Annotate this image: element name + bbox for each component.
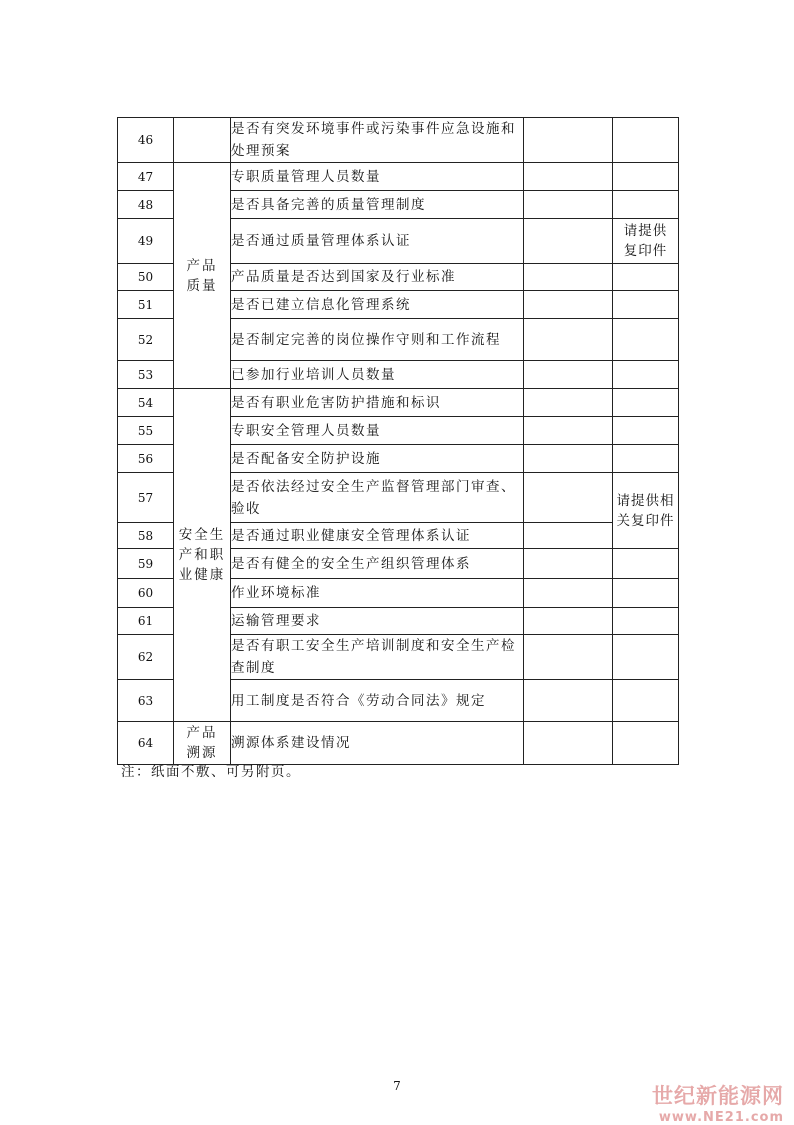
item-text: 作业环境标准: [231, 579, 524, 608]
item-text: 运输管理要求: [231, 608, 524, 635]
remark-provide-related-copy: 请提供相关复印件: [613, 473, 679, 549]
page-number: 7: [393, 1079, 401, 1093]
answer-cell[interactable]: [524, 163, 613, 191]
answer-cell[interactable]: [524, 291, 613, 319]
site-watermark: [652, 1086, 784, 1124]
table-footnote: 注：纸面不敷、可另附页。: [121, 764, 301, 780]
answer-cell[interactable]: [524, 523, 613, 549]
answer-cell[interactable]: [524, 579, 613, 608]
category-product-traceability: 产品溯源: [174, 722, 231, 765]
answer-cell[interactable]: [524, 608, 613, 635]
row-number: 54: [118, 389, 174, 417]
watermark-site-name: 世纪新能源网: [652, 1084, 784, 1108]
remark-cell[interactable]: [613, 549, 679, 579]
item-text: 用工制度是否符合《劳动合同法》规定: [231, 680, 524, 722]
row-number: 51: [118, 291, 174, 319]
item-text: 是否具备完善的质量管理制度: [231, 191, 524, 219]
answer-cell[interactable]: [524, 191, 613, 219]
answer-cell[interactable]: [524, 118, 613, 163]
answer-cell[interactable]: [524, 722, 613, 765]
answer-cell[interactable]: [524, 361, 613, 389]
category-safety-health: 安全生产和职业健康: [174, 389, 231, 722]
remark-cell[interactable]: [613, 361, 679, 389]
row-number: 57: [118, 473, 174, 523]
answer-cell[interactable]: [524, 635, 613, 680]
row-number: 61: [118, 608, 174, 635]
item-text: 是否有健全的安全生产组织管理体系: [231, 549, 524, 579]
row-number: 48: [118, 191, 174, 219]
remark-cell[interactable]: [613, 579, 679, 608]
item-text: 是否配备安全防护设施: [231, 445, 524, 473]
remark-cell[interactable]: [613, 635, 679, 680]
row-number: 55: [118, 417, 174, 445]
remark-cell[interactable]: [613, 722, 679, 765]
row-number: 63: [118, 680, 174, 722]
category-cell-empty: [174, 118, 231, 163]
remark-cell[interactable]: [613, 264, 679, 291]
row-number: 56: [118, 445, 174, 473]
remark-cell[interactable]: [613, 417, 679, 445]
answer-cell[interactable]: [524, 319, 613, 361]
row-number: 53: [118, 361, 174, 389]
answer-cell[interactable]: [524, 473, 613, 523]
row-number: 52: [118, 319, 174, 361]
item-text: 是否通过职业健康安全管理体系认证: [231, 523, 524, 549]
item-text: 是否有突发环境事件或污染事件应急设施和处理预案: [231, 118, 524, 163]
row-number: 64: [118, 722, 174, 765]
watermark-url: www.NE21.com: [658, 1110, 784, 1125]
table-row: [118, 163, 679, 191]
answer-cell[interactable]: [524, 417, 613, 445]
answer-cell[interactable]: [524, 389, 613, 417]
category-product-quality: 产品质量: [174, 163, 231, 389]
remark-cell[interactable]: [613, 389, 679, 417]
remark-cell[interactable]: [613, 191, 679, 219]
item-text: 产品质量是否达到国家及行业标准: [231, 264, 524, 291]
item-text: 专职安全管理人员数量: [231, 417, 524, 445]
table-row: [118, 722, 679, 765]
remark-cell[interactable]: [613, 445, 679, 473]
table-row: [118, 118, 679, 163]
remark-cell[interactable]: [613, 680, 679, 722]
row-number: 62: [118, 635, 174, 680]
row-number: 50: [118, 264, 174, 291]
remark-provide-copy: 请提供复印件: [613, 219, 679, 264]
answer-cell[interactable]: [524, 680, 613, 722]
remark-cell[interactable]: [613, 608, 679, 635]
item-text: 专职质量管理人员数量: [231, 163, 524, 191]
remark-cell[interactable]: [613, 291, 679, 319]
remark-cell[interactable]: [613, 163, 679, 191]
item-text: 是否制定完善的岗位操作守则和工作流程: [231, 319, 524, 361]
item-text: 是否依法经过安全生产监督管理部门审查、验收: [231, 473, 524, 523]
row-number: 60: [118, 579, 174, 608]
answer-cell[interactable]: [524, 264, 613, 291]
item-text: 已参加行业培训人员数量: [231, 361, 524, 389]
row-number: 47: [118, 163, 174, 191]
answer-cell[interactable]: [524, 219, 613, 264]
answer-cell[interactable]: [524, 549, 613, 579]
item-text: 是否有职业危害防护措施和标识: [231, 389, 524, 417]
item-text: 是否通过质量管理体系认证: [231, 219, 524, 264]
remark-cell[interactable]: [613, 319, 679, 361]
item-text: 溯源体系建设情况: [231, 722, 524, 765]
evaluation-table: [117, 117, 679, 765]
item-text: 是否已建立信息化管理系统: [231, 291, 524, 319]
table-row: [118, 389, 679, 417]
answer-cell[interactable]: [524, 445, 613, 473]
row-number: 49: [118, 219, 174, 264]
row-number: 59: [118, 549, 174, 579]
item-text: 是否有职工安全生产培训制度和安全生产检查制度: [231, 635, 524, 680]
row-number: 46: [118, 118, 174, 163]
remark-cell[interactable]: [613, 118, 679, 163]
row-number: 58: [118, 523, 174, 549]
